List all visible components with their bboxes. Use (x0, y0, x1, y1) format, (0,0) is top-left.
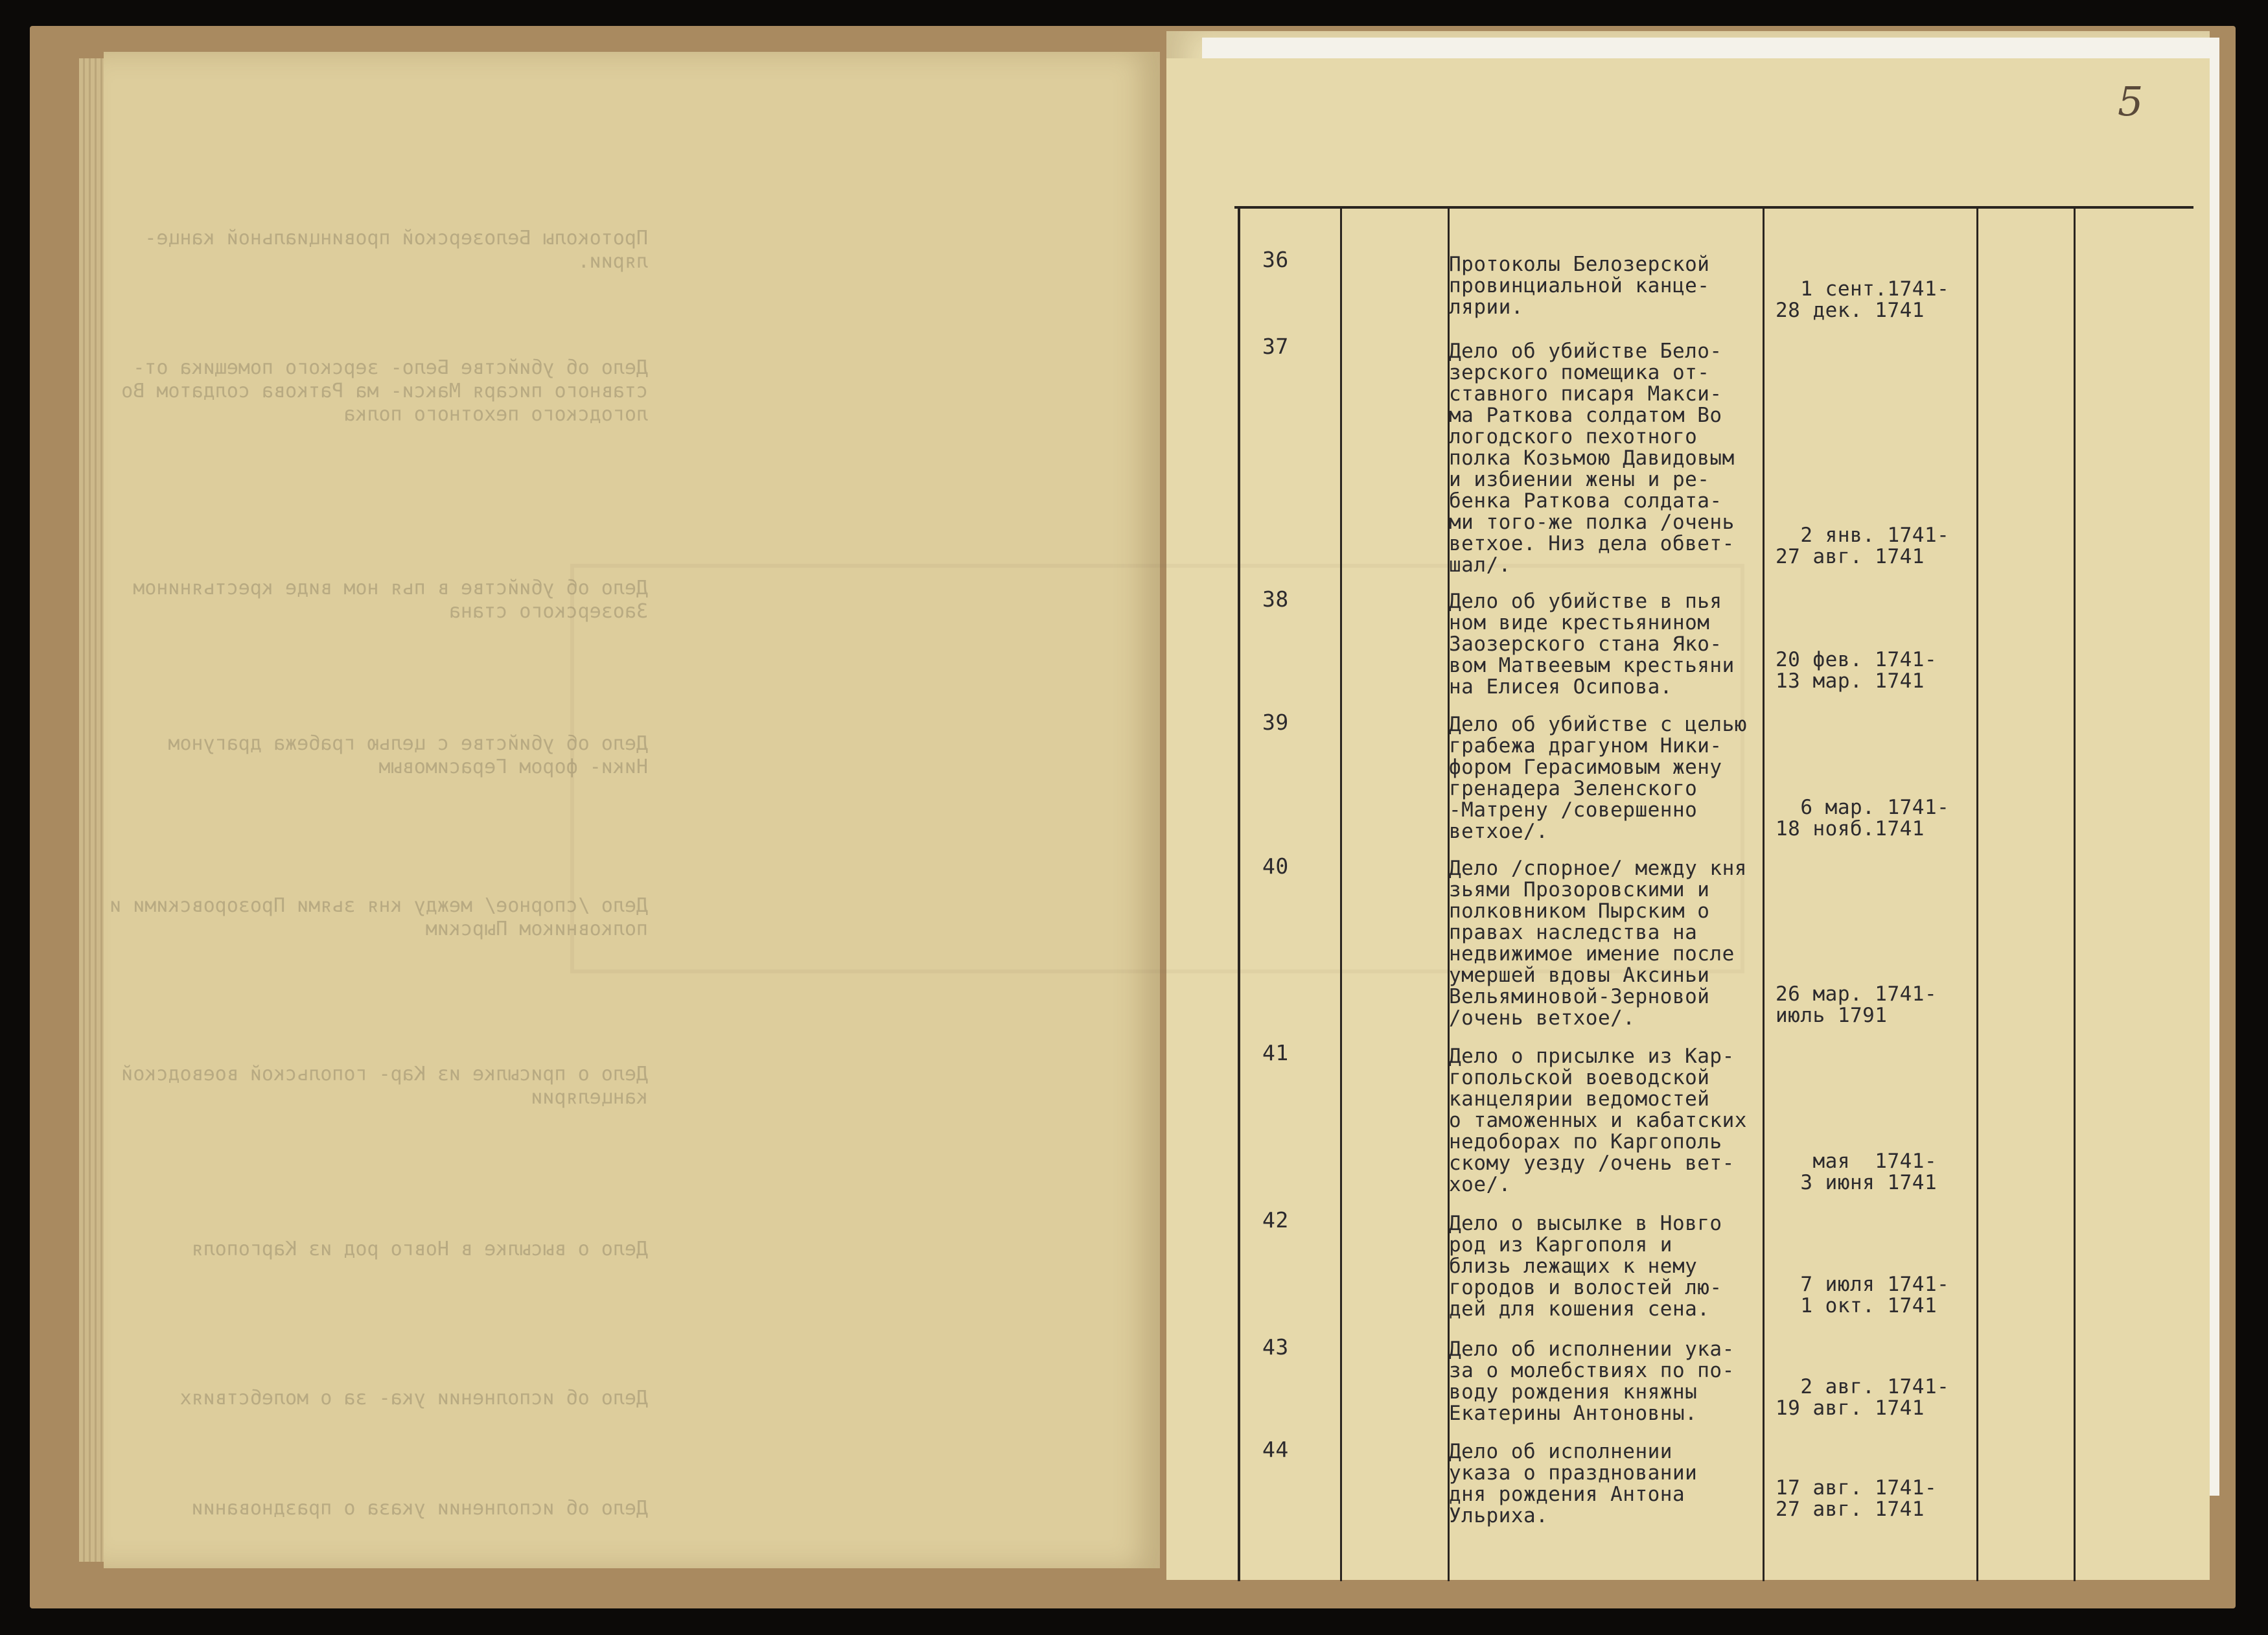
column-rule (1976, 207, 1978, 1581)
table-top-rule (1234, 206, 2193, 209)
entry-number: 36 (1262, 247, 1289, 272)
entry-description: Дело о высылке в Новго род из Каргополя и близь лежащих к нему городов и волостей лю- дей для кошения сена. (1449, 1212, 1722, 1321)
entry-dates: мая 1741- 3 июня 1741 (1800, 1150, 1938, 1194)
entry-dates: 6 мар. 1741- 18 нояб.1741 (1776, 796, 1950, 841)
entry-number: 40 (1262, 853, 1289, 879)
entry-number: 43 (1262, 1334, 1289, 1360)
entry-dates: 2 янв. 1741- 27 авг. 1741 (1776, 524, 1950, 568)
entry-dates: 2 авг. 1741- 19 авг. 1741 (1776, 1375, 1950, 1420)
bleed-block: Дело об убийстве в пья ном виде крестьянином Заозерского стана (133, 577, 648, 623)
bleed-block: Дело об исполнении ука- за о молебствиях (179, 1387, 648, 1409)
entry-dates: 1 сент.1741- 28 дек. 1741 (1776, 277, 1950, 322)
column-rule (1238, 207, 1240, 1581)
entry-description: Дело об убийстве Бело- зерского помещика от- ставного писаря Макси- ма Раткова солдатом Во логодского пехотного полка Козьмою Давидовым и избиении жены и ре- бенка Раткова солдата- ми того-же полка /очень ветхое. Низ дела обвет- шал/. (1449, 340, 1735, 577)
bleed-block: Дело /спорное/ между кня зьями Прозоровскими и полковником Пырским (110, 894, 648, 940)
entry-dates: 20 фев. 1741- 13 мар. 1741 (1776, 648, 1938, 693)
entry-dates: 26 мар. 1741- июль 1791 (1776, 982, 1938, 1027)
entry-description: Дело о присылке из Кар- гопольской воеводской канцелярии ведомостей о таможенных и кабатских недоборах по Каргополь скому уезду /очень вет- хое/. (1449, 1045, 1747, 1196)
column-rule (2074, 207, 2076, 1581)
bleed-block: Дело об убийстве Бело- зерского помещика от- ставного писаря Макси- ма Раткова солдатом Во логодского пехотного полка (121, 356, 648, 426)
entry-description: Дело об исполнении ука- за о молебствиях по по- воду рождения княжны Екатерины Антоновны. (1449, 1338, 1735, 1425)
bleed-block: Дело об убийстве с целью грабежа драгуном Ники- фором Герасимовым (168, 732, 648, 778)
page-number: 5 (2118, 78, 2144, 125)
entry-number: 38 (1262, 586, 1289, 612)
entry-number: 39 (1262, 710, 1289, 735)
entry-description: Дело /спорное/ между кня зьями Прозоровскими и полковником Пырским о правах наследства на недвижимое имение после умершей вдовы Аксиньи Вельяминовой-Зерновой /очень ветхое/. (1449, 857, 1747, 1030)
bleed-block: Дело о присылке из Кар- гопольской воеводской канцелярии (121, 1063, 648, 1109)
entry-number: 41 (1262, 1040, 1289, 1065)
entry-number: 42 (1262, 1207, 1289, 1233)
entry-description: Протоколы Белозерской провинциальной канце- лярии. (1449, 253, 1710, 319)
bleed-block: Дело о высылке в Новго род из Каргополя (191, 1238, 648, 1260)
entry-number: 44 (1262, 1437, 1289, 1462)
entry-dates: 17 авг. 1741- 27 авг. 1741 (1776, 1476, 1938, 1521)
entry-dates: 7 июля 1741- 1 окт. 1741 (1800, 1273, 1950, 1317)
column-rule (1763, 207, 1765, 1581)
bleed-block: Дело об исполнении указа о праздновании (191, 1497, 648, 1520)
entry-description: Дело об убийстве с целью грабежа драгуном Ники- фором Герасимовым жену гренадера Зеленского -Матрену /совершенно ветхое/. (1449, 713, 1747, 843)
bleed-block: Протоколы Белозерской провинциальной канце- лярии. (145, 227, 648, 273)
entry-description: Дело об убийстве в пья ном виде крестьянином Заозерского стана Яко- вом Матвеевым крестьяни на Елисея Осипова. (1449, 590, 1735, 699)
column-rule (1340, 207, 1342, 1581)
entry-description: Дело об исполнении указа о праздновании дня рождения Антона Ульриха. (1449, 1440, 1698, 1527)
entry-number: 37 (1262, 334, 1289, 359)
